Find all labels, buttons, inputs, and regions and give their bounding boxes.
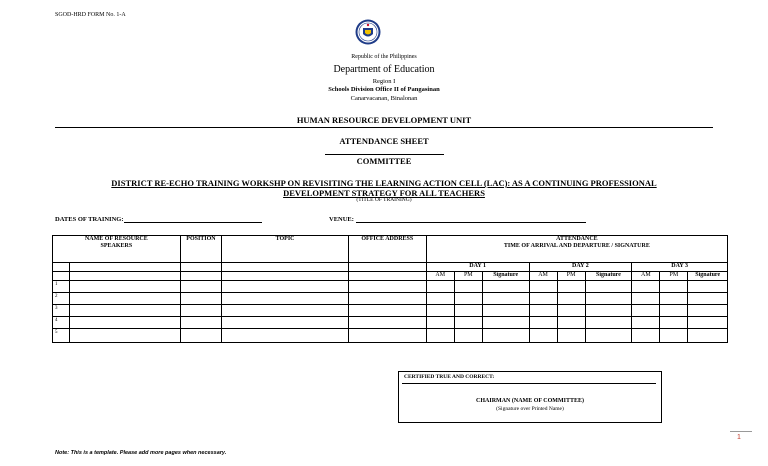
chairman-label: CHAIRMAN (NAME OF COMMITTEE)	[476, 398, 584, 404]
row-number: 1	[53, 281, 70, 293]
row-number: 5	[53, 329, 70, 343]
training-title-line2: DEVELOPMENT STRATEGY FOR ALL TEACHERS	[283, 188, 485, 198]
day3-signature: Signature	[688, 272, 728, 281]
col-office-address: OFFICE ADDRESS	[348, 236, 426, 263]
venue-field[interactable]	[329, 215, 586, 223]
certified-label: CERTIFIED TRUE AND CORRECT:	[404, 374, 495, 380]
division-location: Canarvacanan, Binalonan	[350, 95, 418, 102]
table-row[interactable]	[53, 293, 728, 305]
department-name: Department of Education	[333, 64, 435, 75]
day1-pm: PM	[454, 272, 482, 281]
table-days-row	[53, 263, 728, 272]
day-1-header: DAY 1	[426, 263, 529, 272]
republic-line: Republic of the Philippines	[351, 54, 417, 60]
table-row[interactable]	[53, 305, 728, 317]
venue-label: VENUE:	[329, 216, 354, 223]
table-row[interactable]	[53, 329, 728, 343]
template-note: Note: This is a template. Please add more pages when necessary.	[55, 450, 227, 456]
day3-am: AM	[632, 272, 660, 281]
signature-caption: (Signature over Printed Name)	[496, 406, 564, 412]
table-row[interactable]	[53, 317, 728, 329]
day1-am: AM	[426, 272, 454, 281]
day-3-header: DAY 3	[632, 263, 728, 272]
unit-title: HUMAN RESOURCE DEVELOPMENT UNIT	[296, 115, 472, 125]
region-name: Region I	[372, 78, 396, 85]
attendance-table	[52, 235, 728, 343]
table-subheader-row	[53, 272, 728, 281]
committee-blank-line	[325, 154, 444, 155]
training-title	[0, 178, 768, 198]
day2-am: AM	[529, 272, 557, 281]
form-number: SGOD-HRD FORM No. 1-A	[55, 12, 126, 18]
dates-label: DATES OF TRAINING:	[55, 216, 124, 223]
day2-pm: PM	[557, 272, 585, 281]
table-row[interactable]	[53, 281, 728, 293]
row-number: 3	[53, 305, 70, 317]
day3-pm: PM	[660, 272, 688, 281]
division-name: Schools Division Office II of Pangasinan	[328, 86, 440, 93]
certified-line	[402, 383, 656, 384]
dates-line[interactable]	[124, 215, 262, 223]
dates-field[interactable]	[55, 215, 262, 223]
day1-signature: Signature	[482, 272, 529, 281]
title-caption: (TITLE OF TRAINING)	[356, 197, 412, 203]
table-header-row	[53, 236, 728, 263]
certification-box	[398, 371, 662, 423]
day2-signature: Signature	[585, 272, 632, 281]
sheet-title: ATTENDANCE SHEET	[339, 136, 429, 146]
page-number: 1	[737, 434, 741, 441]
training-title-line1: DISTRICT RE-ECHO TRAINING WORKSHP ON REVISITING THE LEARNING ACTION CELL (LAC): AS A CONTINUING PROFESSIONAL	[111, 178, 657, 188]
col-position: POSITION	[180, 236, 222, 263]
deped-seal-icon	[355, 19, 381, 45]
col-attendance: ATTENDANCE TIME OF ARRIVAL AND DEPARTURE / SIGNATURE	[426, 236, 727, 263]
day-2-header: DAY 2	[529, 263, 632, 272]
col-topic: TOPIC	[222, 236, 349, 263]
col-resource-speakers: NAME OF RESOURCE SPEAKERS	[53, 236, 181, 263]
row-number: 4	[53, 317, 70, 329]
venue-line[interactable]	[356, 215, 586, 223]
page-number-rule	[730, 431, 752, 432]
row-number: 2	[53, 293, 70, 305]
committee-label: COMMITTEE	[356, 156, 412, 166]
header-divider	[55, 127, 713, 128]
